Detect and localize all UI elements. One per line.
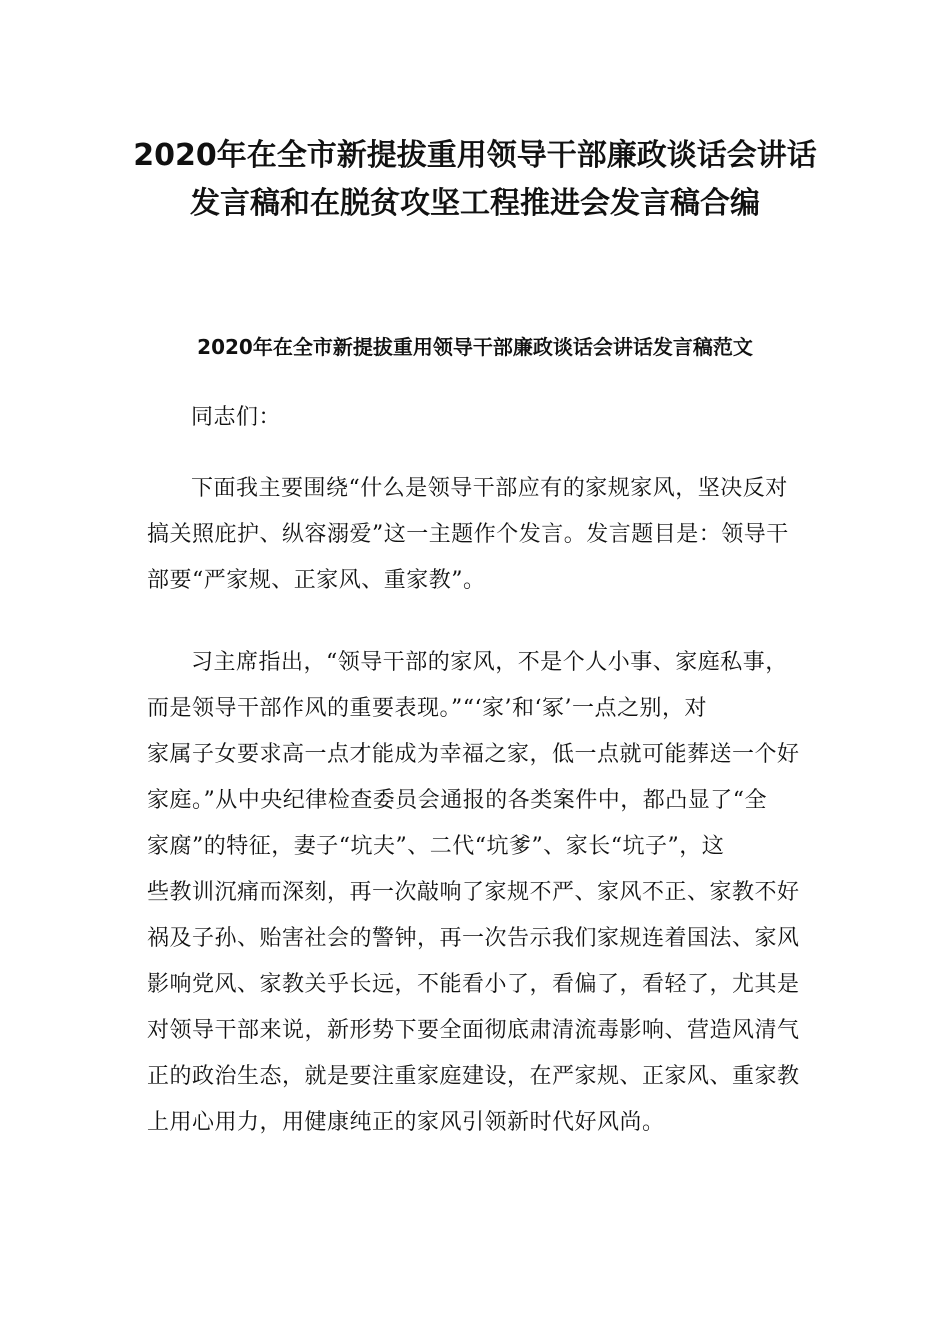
paragraph-2-line: 对领导干部来说，新形势下要全面彻底肃清流毒影响、营造风清气 [147, 1018, 800, 1043]
paragraph-2-line: 祸及子孙、贻害社会的警钟，再一次告示我们家规连着国法、家风 [147, 926, 800, 951]
paragraph-2-line: 习主席指出，“领导干部的家风，不是个人小事、家庭私事， [191, 650, 788, 675]
paragraph-1-line: 搞关照庇护、纵容溺爱”这一主题作个发言。发言题目是：领导干 [147, 522, 789, 547]
paragraph-1-line: 部要“严家规、正家风、重家教”。 [147, 568, 486, 593]
paragraph-2-line: 家庭。”从中央纪律检查委员会通报的各类案件中，都凸显了“全 [147, 788, 767, 813]
paragraph-2-line: 家腐”的特征，妻子“坑夫”、二代“坑爹”、家长“坑子”，这 [147, 834, 725, 859]
greeting-text: 同志们： [191, 405, 282, 430]
document-title-line-1: 2020年在全市新提拔重用领导干部廉政谈话会讲话 [133, 138, 817, 173]
paragraph-1-line: 下面我主要围绕“什么是领导干部应有的家规家风，坚决反对 [191, 476, 788, 501]
paragraph-2 [147, 640, 807, 1146]
document-title-line-2: 发言稿和在脱贫攻坚工程推进会发言稿合编 [190, 186, 760, 221]
greeting-paragraph [147, 395, 807, 441]
paragraph-2-line: 些教训沉痛而深刻，再一次敲响了家规不严、家风不正、家教不好 [147, 880, 800, 905]
paragraph-2-line: 家属子女要求高一点才能成为幸福之家，低一点就可能葬送一个好 [147, 742, 800, 767]
paragraph-2-line: 上用心用力，用健康纯正的家风引领新时代好风尚。 [147, 1110, 665, 1135]
paragraph-1 [147, 466, 807, 604]
paragraph-2-line: 而是领导干部作风的重要表现。”“‘家’和‘冢’一点之别，对 [147, 696, 707, 721]
paragraph-2-line: 影响党风、家教关乎长远，不能看小了，看偏了，看轻了，尤其是 [147, 972, 800, 997]
section-title: 2020年在全市新提拔重用领导干部廉政谈话会讲话发言稿范文 [197, 335, 753, 359]
paragraph-2-line: 正的政治生态，就是要注重家庭建设，在严家规、正家风、重家教 [147, 1064, 800, 1089]
